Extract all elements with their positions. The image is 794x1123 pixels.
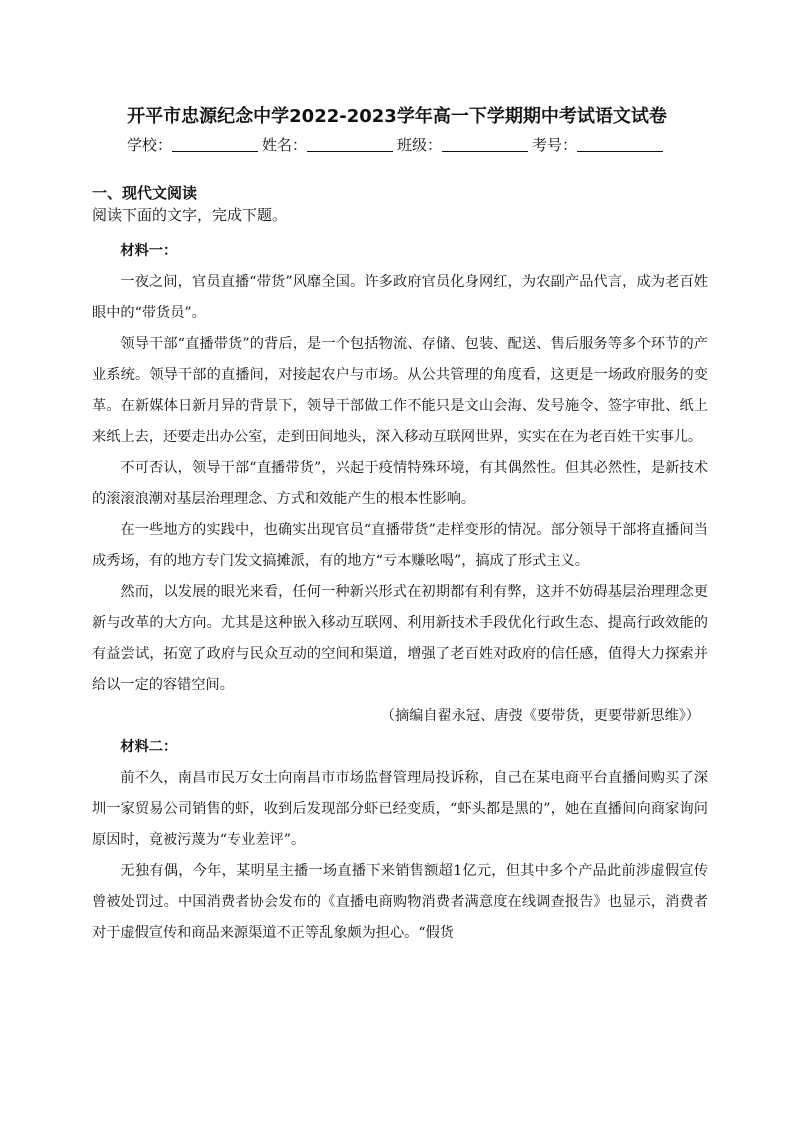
school-label: 学校： [126,136,172,154]
material-1-label: 材料一： [120,243,178,259]
name-label: 姓名： [261,136,307,154]
number-blank[interactable] [577,137,663,152]
student-info-line [0,134,794,155]
material-1-paragraph: 一夜之间，官员直播“带货”风靡全国。许多政府官员化身网红，为农副产品代言，成为老百姓眼中的“带货员”。 [92,274,708,321]
material-2-paragraph: 前不久，南昌市民万女士向南昌市市场监督管理局投诉称，自己在某电商平台直播间购买了深圳一家贸易公司销售的虾，收到后发现部分虾已经变质，“虾头都是黑的”，她在直播间向商家询问原因时，竟被污蔑为“专业差评”。 [92,770,708,848]
material-1-citation: （摘编自翟永冠、唐弢《要带货，更要带新思维》） [380,708,700,724]
class-label: 班级： [397,136,443,154]
number-label: 考号： [532,136,578,154]
material-1-paragraph: 不可否认，领导干部“直播带货”，兴起于疫情特殊环境，有其偶然性。但其必然性，是新技术的滚滚浪潮对基层治理理念、方式和效能产生的根本性影响。 [92,460,708,507]
exam-title: 开平市忠源纪念中学2022-2023学年高一下学期期中考试语文试卷 [127,106,667,127]
school-blank[interactable] [172,137,258,152]
material-2-paragraph: 无独有偶，今年，某明星主播一场直播下来销售额超1亿元，但其中多个产品此前涉虚假宣传曾被处罚过。中国消费者协会发布的《直播电商购物消费者满意度在线调查报告》也显示，消费者对于虚假宣传和商品来源渠道不正等乱象颇为担心。“假货 [92,863,708,941]
material-2-label: 材料二： [120,739,178,755]
name-blank[interactable] [307,137,393,152]
material-1-paragraph: 然而，以发展的眼光来看，任何一种新兴形式在初期都有利有弊，这并不妨碍基层治理理念更新与改革的大方向。尤其是这种嵌入移动互联网、利用新技术手段优化行政生态、提高行政效能的有益尝试，拓宽了政府与民众互动的空间和渠道，增强了老百姓对政府的信任感，值得大力探索并给以一定的容错空间。 [92,584,708,693]
reading-passage [92,236,708,949]
reading-instruction: 阅读下面的文字，完成下题。 [92,206,288,224]
class-blank[interactable] [442,137,528,152]
material-1-paragraph: 在一些地方的实践中，也确实出现官员“直播带货”走样变形的情况。部分领导干部将直播间当成秀场，有的地方专门发文搞摊派，有的地方“亏本赚吆喝”，搞成了形式主义。 [92,522,708,569]
section-heading: 一、现代文阅读 [92,184,198,202]
material-1-paragraph: 领导干部“直播带货”的背后，是一个包括物流、存储、包装、配送、售后服务等多个环节的产业系统。领导干部的直播间，对接起农户与市场。从公共管理的角度看，这更是一场政府服务的变革。在新媒体日新月异的背景下，领导干部做工作不能只是文山会海、发号施令、签字审批、纸上来纸上去，还要走出办公室，走到田间地头，深入移动互联网世界，实实在在为老百姓干实事儿。 [92,336,708,445]
